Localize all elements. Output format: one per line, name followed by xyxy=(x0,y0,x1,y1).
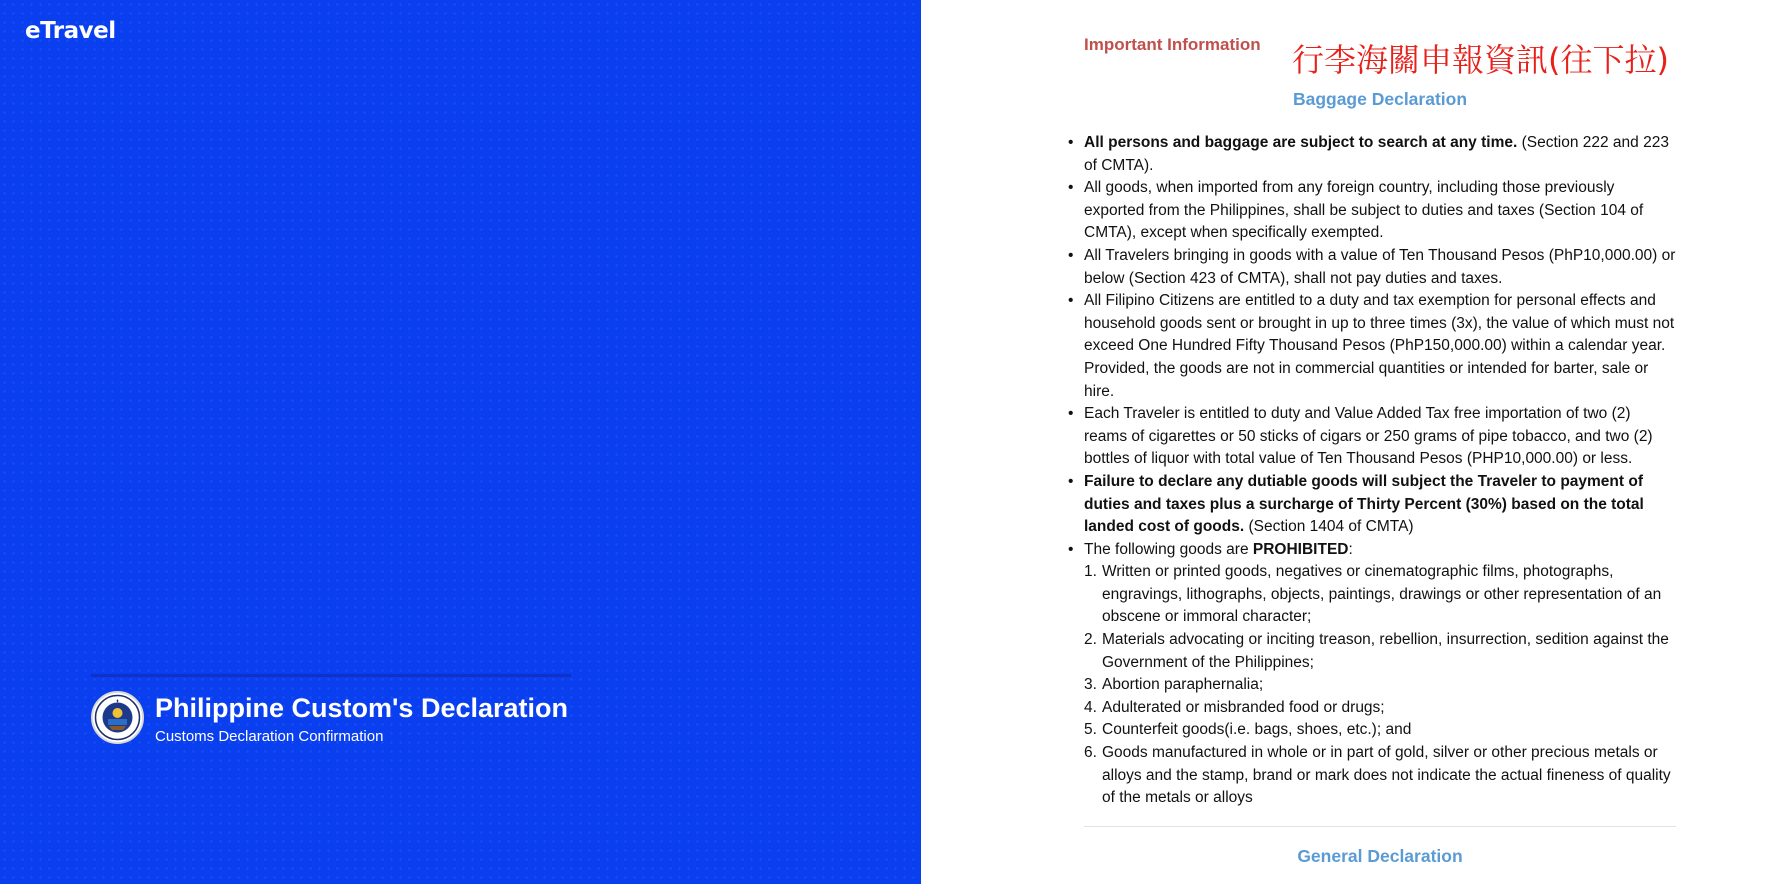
rule-text: (Section 222 and 223 of CMTA). xyxy=(1084,134,1669,174)
rule-bold-text: Failure to declare any dutiable goods will subject the Traveler to payment of duties and taxes plus a surcharge of Thirty Percent (30%) based on the total landed cost of goods. xyxy=(1084,472,1644,536)
seal-graphic xyxy=(93,693,142,742)
page-subtitle: Customs Declaration Confirmation xyxy=(155,728,384,745)
baggage-declaration-title: Baggage Declaration xyxy=(1292,89,1468,109)
item-number: 4. xyxy=(1084,698,1097,716)
list-item xyxy=(1084,403,1676,471)
list-item xyxy=(1084,177,1676,245)
declaration-header xyxy=(91,674,571,747)
list-item xyxy=(1084,719,1676,742)
list-item xyxy=(1084,245,1676,290)
rule-text: All Travelers bringing in goods with a value of Ten Thousand Pesos (PhP10,000.00) or below (Section 423 of CMTA), shall not pay duties and taxes. xyxy=(1084,246,1676,287)
important-information-title: Important Information xyxy=(1084,35,1261,54)
baggage-rule-list xyxy=(1084,132,1676,561)
rule-text: All Filipino Citizens are entitled to a duty and tax exemption for personal effects and household goods sent or brought in up to three times (3x), the value of which must not exceed One Hundred Fifty Thousand Pesos (PhP150,000.00) within a calendar year. Provided, the goods are not in commercial quantities or intended for barter, sale or hire. xyxy=(1084,292,1675,400)
etravel-logo[interactable]: eTravel xyxy=(25,18,116,44)
scroll-down-annotation: 行李海關申報資訊(往下拉) xyxy=(1292,41,1669,79)
prohibited-goods-list xyxy=(1084,561,1676,810)
item-number: 6. xyxy=(1084,744,1097,762)
section-divider xyxy=(1084,826,1676,827)
list-item xyxy=(1084,697,1676,720)
list-item xyxy=(1084,539,1676,562)
item-text: Materials advocating or inciting treason, rebellion, insurrection, sedition against the Government of the Philippines; xyxy=(1102,631,1669,671)
item-text: Adulterated or misbranded food or drugs; xyxy=(1102,698,1385,716)
rule-text: (Section 1404 of CMTA) xyxy=(1244,518,1414,536)
rule-text: Each Traveler is entitled to duty and Value Added Tax free importation of two (2) reams of cigarettes or 50 sticks of cigars or 250 grams of pipe tobacco, and two (2) bottles of liquor with total value of Ten Thousand Pesos (PHP10,000.00) or less. xyxy=(1084,405,1653,468)
baggage-rules xyxy=(1084,132,1676,810)
header-text xyxy=(155,692,568,747)
list-item xyxy=(1084,471,1676,539)
item-number: 3. xyxy=(1084,676,1097,694)
information-panel[interactable] xyxy=(921,0,1779,884)
rule-text: : xyxy=(1348,540,1353,558)
list-item xyxy=(1084,561,1676,629)
item-text: Goods manufactured in whole or in part of gold, silver or other precious metals or alloys and the stamp, brand or mark does not indicate the actual fineness of quality of the metals or alloys xyxy=(1102,744,1671,807)
list-item xyxy=(1084,742,1676,810)
list-item xyxy=(1084,629,1676,674)
information-content xyxy=(1084,0,1676,866)
header-divider xyxy=(91,674,571,677)
bureau-of-customs-seal-icon xyxy=(91,691,144,744)
item-text: Abortion paraphernalia; xyxy=(1102,676,1264,694)
item-text: Counterfeit goods(i.e. bags, shoes, etc.); and xyxy=(1102,721,1412,739)
item-text: Written or printed goods, negatives or cinematographic films, photographs, engravings, lithographs, objects, paintings, drawings or other representation of an obscene or immoral character; xyxy=(1102,563,1662,626)
list-item xyxy=(1084,132,1676,177)
rule-text: All goods, when imported from any foreign country, including those previously exported from the Philippines, shall be subject to duties and taxes (Section 104 of CMTA), except when specifically exempted. xyxy=(1084,179,1644,242)
general-declaration-title: General Declaration xyxy=(1297,846,1463,866)
rule-text: The following goods are xyxy=(1084,540,1253,558)
info-header xyxy=(1084,0,1676,90)
list-item xyxy=(1084,674,1676,697)
item-number: 1. xyxy=(1084,563,1097,581)
list-item xyxy=(1084,290,1676,403)
header-row xyxy=(91,691,571,747)
item-number: 5. xyxy=(1084,721,1097,739)
page-title: Philippine Custom's Declaration xyxy=(155,693,568,723)
prohibited-label: PROHIBITED xyxy=(1252,540,1349,558)
rule-bold-text: All persons and baggage are subject to search at any time. xyxy=(1084,134,1518,151)
item-number: 2. xyxy=(1084,631,1097,649)
